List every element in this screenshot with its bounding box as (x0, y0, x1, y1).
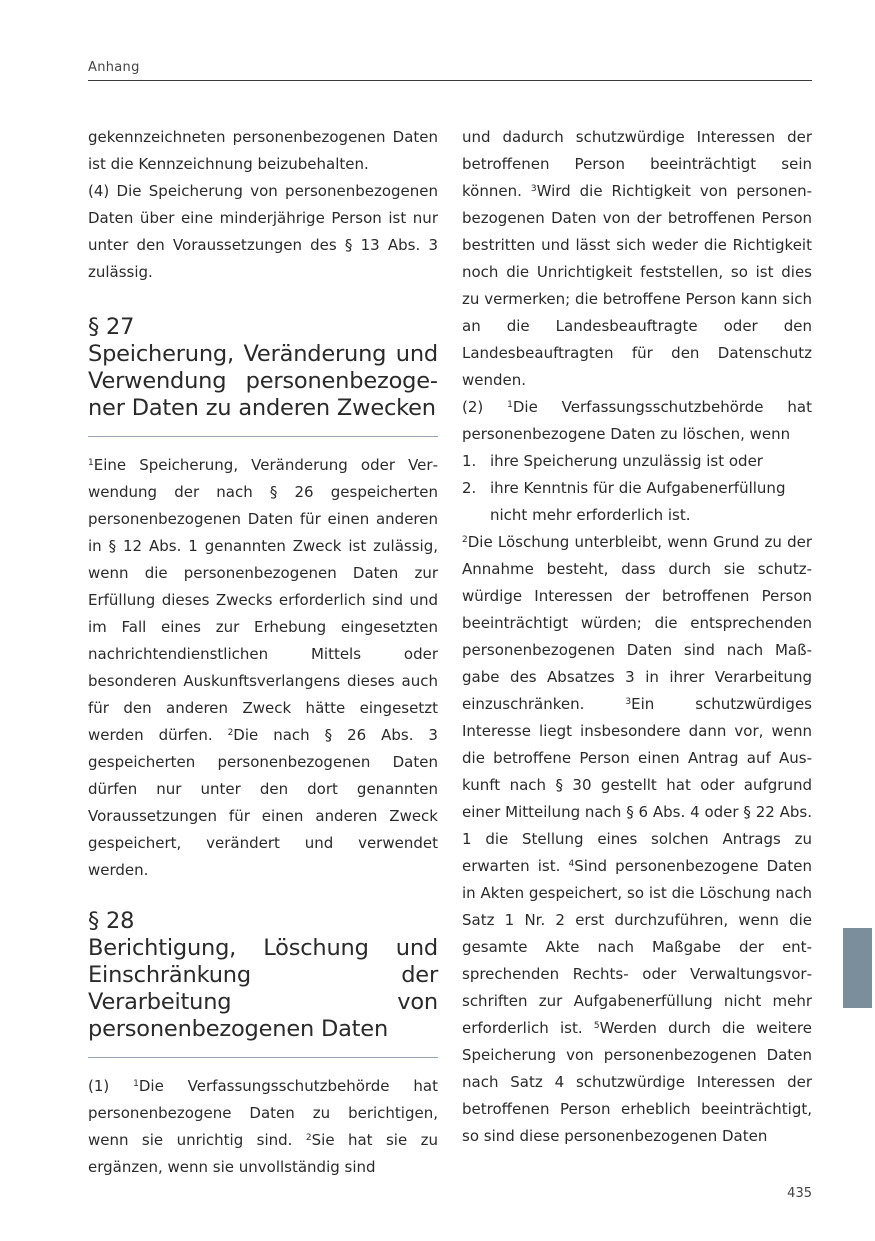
left-column (88, 124, 438, 1181)
paragraph: (2) $^1$Die Verfassungsschutzbehörde hat personenbezogene Daten zu löschen, wenn (462, 398, 812, 443)
section-divider (88, 1057, 438, 1058)
section-heading-27 (88, 314, 438, 422)
paragraph: $^1$Eine Speicherung, Veränderung oder Verwendung der nach § 26 gespeicherten personenbezogenen Daten für einen anderen in § 12 Abs. 1 genannten Zweck ist zulässig, wenn die personenbezogenen Daten zur Erfüllung dieses Zwecks erforderlich sind und im Fall eines zur Erhebung eingesetzten nachrichtendienstlichen Mittels oder besonderen Auskunftsverlangens dieses auch für den anderen Zweck hätte eingesetzt werden dürfen. $^2$Die nach § 26 Abs. 3 gespeicherten personenbezogenen Daten dürfen nur unter den dort genannten Voraussetzungen für einen anderen Zweck gespeichert, verändert und verwendet werden. (88, 456, 438, 879)
sentence-number: 1 (133, 1079, 139, 1089)
sentence-number: 1 (507, 400, 513, 410)
list-text: ihre Kenntnis für die Aufgabenerfüllung nicht mehr erforderlich ist. (490, 479, 786, 524)
paragraph: $^2$Die Löschung unterbleibt, wenn Grund zu der Annahme besteht, dass durch sie schutzwürdige Interessen der betroffenen Person beeinträchtigt würden; die entsprechenden personenbezogenen Daten sind nach Maßgabe des Absatzes 3 in ihrer Verarbeitung einzuschränken. $^3$Ein schutzwürdiges Interesse liegt insbesondere dann vor, wenn die betroffene Person einen Antrag auf Auskunft nach § 30 gestellt hat oder aufgrund einer Mitteilung nach § 6 Abs. 4 oder § 22 Abs. 1 die Stellung eines solchen Antrags zu erwarten ist. $^4$Sind personenbezogene Daten in Akten gespeichert, so ist die Löschung nach Satz 1 Nr. 2 erst durchzuführen, wenn die gesamte Akte nach Maßgabe der entsprechenden Rechts- oder Verwaltungsvorschriften zur Aufgabenerfüllung nicht mehr erforderlich ist. $^5$Werden durch die weitere Speicherung von personenbezogenen Daten nach Satz 4 schutzwürdige Interessen der betroffenen Person erheblich beeinträchtigt, so sind diese personenbezogenen Daten (462, 533, 812, 1145)
section-title: Berichtigung, Löschung und Einschränkung der Verarbeitung von personenbezogenen Daten (88, 935, 438, 1042)
list-item (462, 475, 812, 529)
paragraph: (4) Die Speicherung von personenbezogenen Daten über eine minderjährige Person ist nur unter den Voraussetzungen des § 13 Abs. 3 zulässig. (88, 182, 438, 281)
sentence-number: 3 (625, 697, 632, 707)
paragraph: und dadurch schutzwürdige Interessen der betroffenen Person beeinträchtigt sein können. $^3$Wird die Richtigkeit von personenbezogenen Daten von der betroffenen Person bestritten und lässt sich weder die Richtigkeit noch die Unrichtigkeit feststellen, so ist dies zu vermerken; die betroffene Person kann sich an die Landesbeauftragte oder den Landesbeauftragten für den Datenschutz wenden. (462, 128, 813, 389)
sentence-number: 4 (568, 859, 575, 869)
list-item (462, 448, 812, 475)
sentence-number: 1 (88, 458, 94, 468)
chapter-tab-marker (843, 928, 872, 1008)
page-number: 435 (787, 1186, 812, 1201)
section-title: Speicherung, Veränderung und Verwendung personenbezogener Daten zu anderen Zwecken (88, 341, 438, 421)
section-divider (88, 436, 438, 437)
paragraph: (1) $^1$Die Verfassungsschutzbehörde hat personenbezogene Daten zu berichtigen, wenn sie unrichtig sind. $^2$Sie hat sie zu ergänzen, wenn sie unvollständig sind (88, 1077, 438, 1176)
sentence-number: 3 (530, 184, 537, 194)
list-number: 2. (462, 479, 477, 497)
sentence-number: 2 (462, 535, 468, 545)
running-header (88, 56, 812, 81)
sentence-number: 5 (593, 1021, 600, 1031)
sentence-number: 2 (305, 1133, 312, 1143)
section-number: § 28 (88, 908, 135, 934)
paragraph: gekennzeichneten personenbezogenen Daten ist die Kennzeichnung beizubehalten. (88, 128, 438, 173)
sentence-number: 2 (227, 728, 234, 738)
section-number: § 27 (88, 314, 135, 340)
section-heading-28 (88, 908, 438, 1043)
header-title: Anhang (88, 60, 140, 75)
list-text: ihre Speicherung unzulässig ist oder (490, 452, 763, 470)
right-column (462, 124, 812, 1150)
list-number: 1. (462, 452, 477, 470)
